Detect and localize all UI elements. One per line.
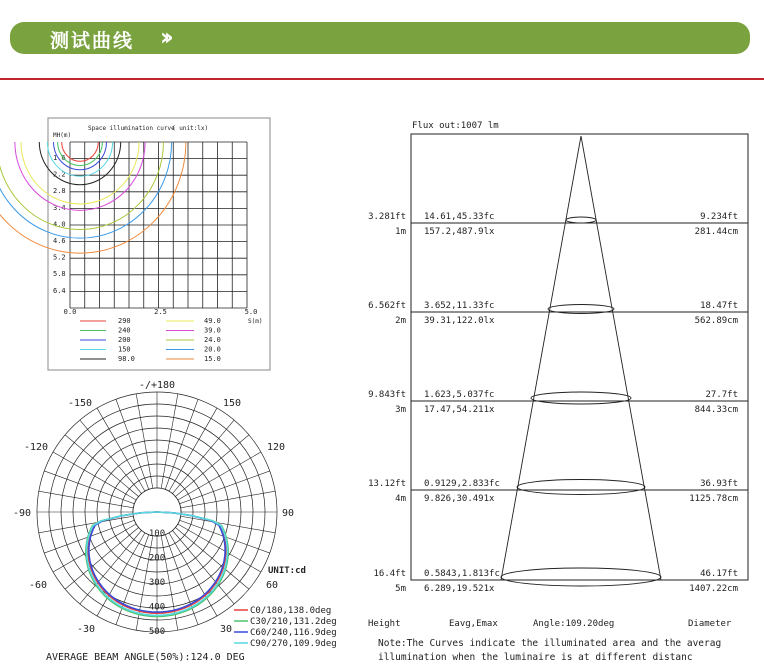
polar-angle-label: -120 — [23, 442, 49, 453]
illuminance-lx: 39.31,122.0lx — [424, 316, 495, 326]
polar-radial-tick: 500 — [148, 627, 166, 637]
diameter-ft: 18.47ft — [700, 301, 738, 311]
x-tick-label: 2.5 — [154, 308, 167, 316]
legend-label: 24.0 — [204, 336, 221, 344]
polar-unit-label: UNIT:cd — [268, 566, 306, 576]
flux-label: Flux out:1007 lm — [412, 121, 499, 131]
y-tick-label: 4.0 — [53, 220, 66, 229]
polar-radial-tick: 400 — [148, 602, 166, 613]
cone-frame — [411, 134, 748, 580]
legend-label: 15.0 — [204, 355, 221, 363]
double-chevron-icon: ›› — [160, 23, 168, 51]
height-ft: 6.562ft — [368, 301, 406, 311]
y-tick-label: 3.4 — [53, 203, 66, 212]
polar-angle-label: 30 — [219, 624, 233, 635]
illuminance-fc: 3.652,11.33fc — [424, 301, 495, 311]
legend-label: 98.0 — [118, 355, 135, 363]
illuminance-fc: 14.61,45.33fc — [424, 212, 495, 222]
legend-label: 49.0 — [204, 317, 221, 325]
x-tick-label: 0.0 — [63, 308, 77, 316]
cone-edge — [501, 136, 581, 580]
height-ft: 3.281ft — [368, 212, 406, 222]
polar-radial-tick: 200 — [148, 553, 166, 564]
cone-beam-ellipse — [501, 568, 661, 586]
polar-legend-label: C0/180,138.0deg — [250, 606, 332, 616]
polar-angle-label: 150 — [222, 398, 242, 409]
column-height: Height — [368, 619, 401, 629]
height-ft: 13.12ft — [368, 479, 406, 489]
legend-label: 20.0 — [204, 345, 221, 354]
note-line-1: Note:The Curves indicate the illuminated area and the averag — [378, 638, 722, 649]
diameter-ft: 9.234ft — [700, 212, 738, 222]
x-axis-label: S(m) — [248, 318, 263, 325]
legend-label: 200 — [118, 336, 131, 344]
space-chart-frame — [48, 118, 270, 370]
polar-angle-label: -90 — [12, 508, 32, 519]
y-axis-label: MH(m) — [53, 132, 72, 139]
polar-legend-label: C60/240,116.9deg — [250, 628, 337, 638]
cone-edge — [581, 136, 661, 580]
height-m: 3m — [395, 405, 406, 415]
legend-label: 290 — [118, 317, 131, 325]
y-tick-label: 5.8 — [53, 270, 66, 279]
illuminance-fc: 0.5843,1.813fc — [424, 569, 500, 579]
height-m: 2m — [395, 316, 406, 326]
legend-label: 240 — [118, 326, 131, 335]
space-chart-title: Space illumination curve — [88, 125, 175, 132]
polar-angle-label: 60 — [265, 580, 279, 591]
diameter-cm: 1125.78cm — [689, 494, 738, 504]
y-tick-label: 5.2 — [53, 253, 66, 262]
height-ft: 9.843ft — [368, 390, 406, 400]
polar-angle-label: -30 — [76, 624, 96, 635]
illuminance-fc: 0.9129,2.833fc — [424, 479, 500, 489]
y-tick-label: 2.2 — [53, 170, 66, 179]
height-m: 5m — [395, 584, 406, 594]
space-curve — [0, 142, 163, 230]
space-curve — [0, 142, 172, 238]
diameter-ft: 36.93ft — [700, 479, 738, 489]
y-tick-label: 1.6 — [53, 154, 66, 162]
cone-beam-ellipse — [531, 392, 631, 404]
y-tick-label: 2.8 — [53, 187, 66, 196]
illuminance-fc: 1.623,5.037fc — [424, 390, 495, 400]
legend-label: 150 — [118, 345, 131, 354]
polar-angle-label: 120 — [266, 442, 286, 453]
height-m: 4m — [395, 494, 406, 504]
cone-beam-ellipse — [566, 217, 596, 223]
note-line-2: illumination when the luminaire is at different distanc — [378, 652, 693, 663]
x-tick-label: 5.0 — [244, 308, 258, 316]
header-title: 测试曲线 — [50, 30, 135, 52]
diameter-cm: 281.44cm — [694, 227, 738, 237]
illuminance-lx: 6.289,19.521x — [424, 584, 495, 594]
polar-radial-tick: 300 — [148, 578, 166, 588]
height-ft: 16.4ft — [373, 569, 406, 579]
polar-legend-label: C30/210,131.2deg — [250, 617, 337, 627]
y-tick-label: 6.4 — [53, 286, 66, 295]
space-chart-unit: ( unit:lx) — [172, 125, 209, 132]
cone-beam-ellipse — [517, 480, 645, 495]
column-diameter: Diameter — [688, 619, 732, 629]
column-angle: Angle:109.20deg — [533, 619, 615, 629]
polar-beam-angle-footer: AVERAGE BEAM ANGLE(50%):124.0 DEG — [46, 652, 245, 663]
illuminance-lx: 157.2,487.9lx — [424, 227, 495, 237]
polar-legend-label: C90/270,109.9deg — [250, 639, 337, 649]
polar-angle-label: 90 — [281, 508, 295, 519]
space-curve — [39, 142, 120, 185]
diameter-cm: 1407.22cm — [689, 584, 738, 594]
polar-angle-label: -150 — [67, 398, 93, 409]
y-tick-label: 4.6 — [53, 237, 66, 245]
polar-radial-tick: 100 — [148, 529, 166, 539]
diameter-ft: 27.7ft — [705, 390, 738, 400]
legend-label: 39.0 — [204, 326, 221, 335]
height-m: 1m — [395, 227, 406, 237]
illuminance-lx: 17.47,54.211x — [424, 405, 495, 415]
column-eavg: Eavg,Emax — [449, 619, 498, 629]
diameter-ft: 46.17ft — [700, 569, 738, 579]
diameter-cm: 562.89cm — [694, 316, 738, 326]
polar-angle-label: -/+180 — [138, 380, 176, 391]
diameter-cm: 844.33cm — [694, 405, 738, 415]
illuminance-lx: 9.826,30.491x — [424, 494, 495, 504]
polar-angle-label: -60 — [28, 580, 48, 591]
